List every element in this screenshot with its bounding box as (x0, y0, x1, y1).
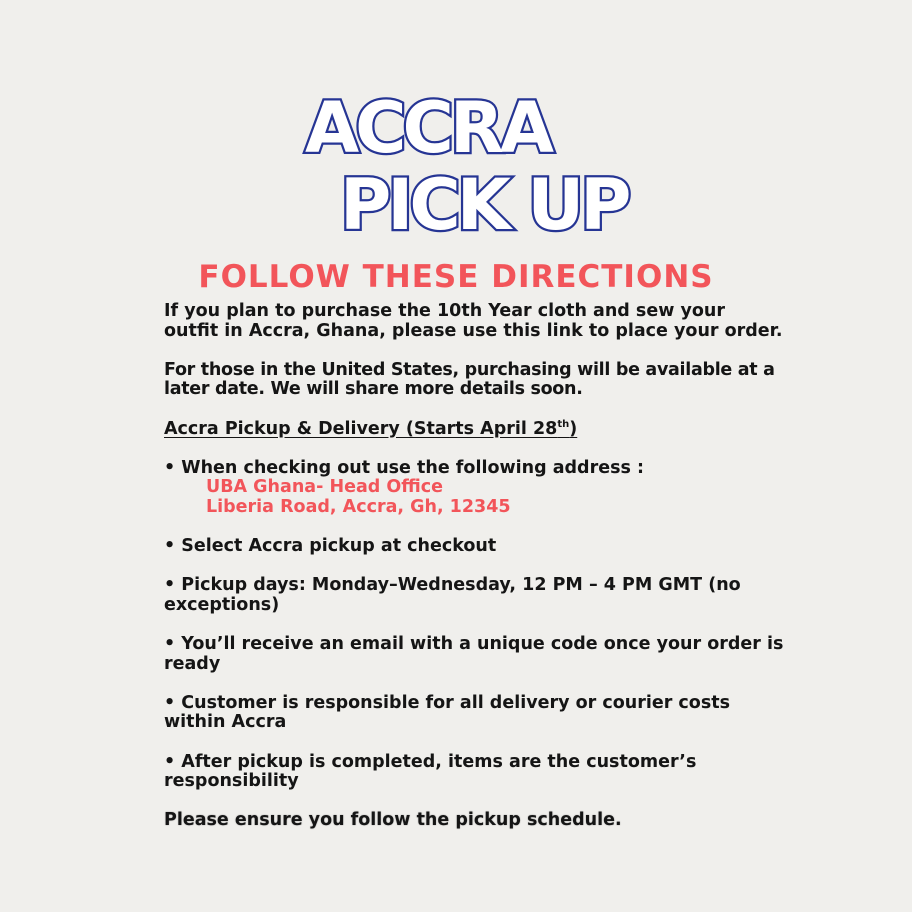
bullet-select-pickup: • Select Accra pickup at checkout (164, 536, 497, 557)
intro-paragraph-us: For those in the United States, purchasing will be available at a later date. We will share more details soon. (164, 359, 775, 400)
bullet-email-code: • You’ll receive an email with a unique code once your order is ready (164, 634, 784, 674)
intro-paragraph-accra: If you plan to purchase the 10th Year cloth and sew your outfit in Accra, Ghana, please use this link to place your order. (164, 301, 783, 341)
bullet-checkout-address (164, 459, 784, 518)
bullet-delivery-costs: • Customer is responsible for all delivery or courier costs within Accra (164, 692, 731, 733)
section-heading-pickup-delivery (164, 420, 784, 440)
bullet-checkout-text: • When checking out use the following address : (164, 457, 644, 478)
title-line-pick-up: PICK UP (340, 164, 628, 246)
closing-note: Please ensure you follow the pickup schedule. (164, 810, 622, 831)
section-heading-ordinal: th (557, 418, 570, 430)
address-line-1: UBA Ghana- Head Office (206, 477, 444, 498)
address-line-2: Liberia Road, Accra, Gh, 12345 (206, 496, 511, 517)
section-heading-text: Accra Pickup & Delivery (Starts April 28 (164, 418, 558, 439)
bullet-pickup-days: • Pickup days: Monday–Wednesday, 12 PM – 4 PM GMT (no exceptions) (164, 575, 741, 615)
section-heading-close: ) (569, 418, 578, 439)
directions-heading: FOLLOW THESE DIRECTIONS (198, 259, 714, 295)
directions-body (164, 302, 784, 851)
title-line-accra: ACCRA (305, 87, 550, 169)
bullet-responsibility: • After pickup is completed, items are the customer’s responsibility (164, 751, 697, 792)
